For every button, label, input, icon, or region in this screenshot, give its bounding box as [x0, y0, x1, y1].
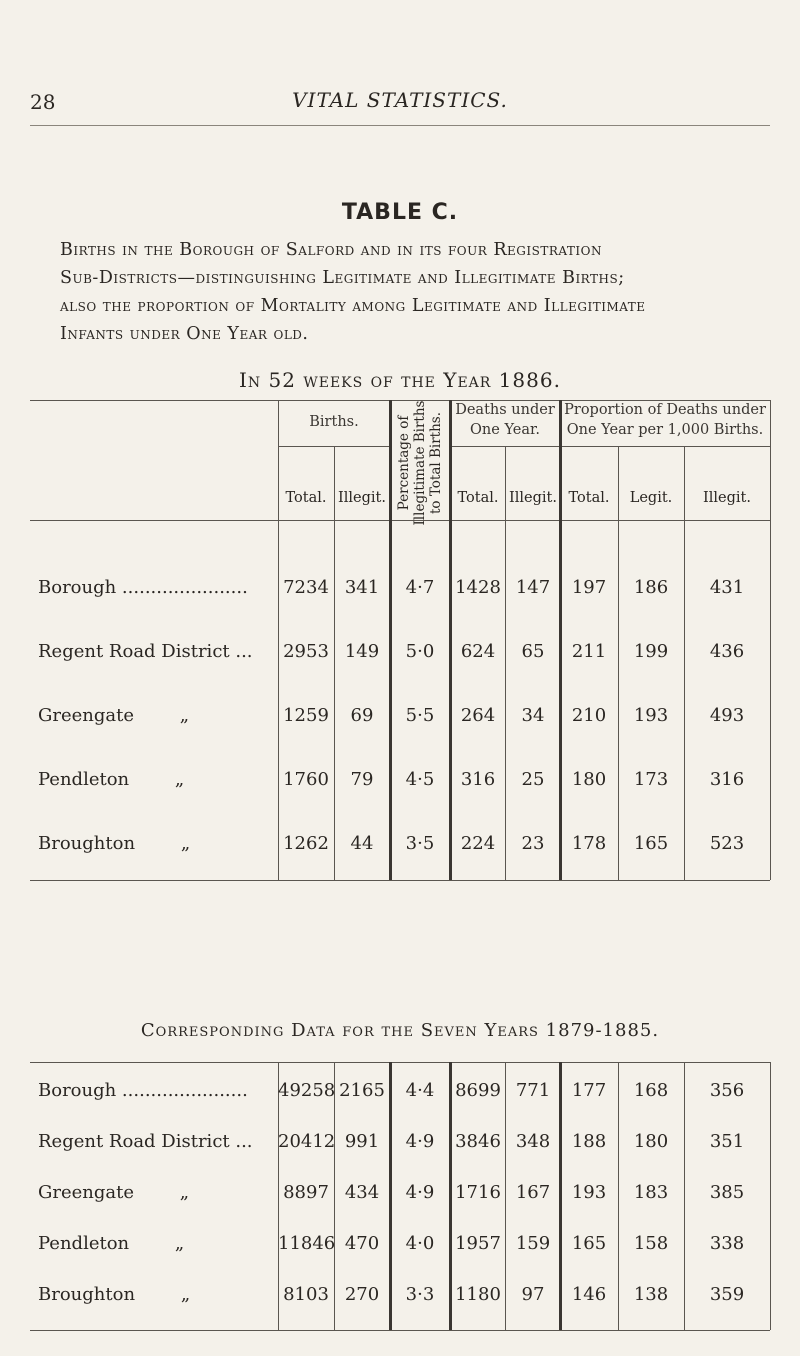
subtitle-line-4: Infants under One Year old. — [60, 324, 309, 344]
illegit-percentage: 4·9 — [405, 1182, 435, 1203]
prop-illegit: 385 — [709, 1182, 745, 1203]
deaths-illegit: 159 — [515, 1233, 551, 1254]
table-row — [30, 1233, 770, 1263]
births-illegit: 991 — [344, 1131, 380, 1152]
header-rule — [30, 125, 770, 126]
births-illegit: 470 — [344, 1233, 380, 1254]
deaths-illegit: 34 — [521, 705, 545, 726]
births-header: Births. — [309, 414, 359, 430]
district-name: Pendleton „ — [38, 1233, 185, 1254]
table-row — [30, 769, 770, 799]
deaths-header: Deaths under One Year. — [455, 402, 555, 438]
births-total: 1262 — [283, 833, 329, 854]
table-row — [30, 1182, 770, 1212]
table-row — [30, 577, 770, 607]
prop-legit: 193 — [633, 705, 669, 726]
illegit-percentage: 3·5 — [405, 833, 435, 854]
births-total: 1259 — [283, 705, 329, 726]
prop-total: 211 — [571, 641, 607, 662]
prop-legit: 199 — [633, 641, 669, 662]
district-name: Greengate „ — [38, 1182, 190, 1203]
prop-illegit: 493 — [709, 705, 745, 726]
prop-legit: 165 — [633, 833, 669, 854]
deaths-illegit: 771 — [515, 1080, 551, 1101]
table-title: TABLE C. — [341, 200, 459, 225]
prop-legit: 183 — [633, 1182, 669, 1203]
deaths-total: 3846 — [455, 1131, 501, 1152]
births-total-header: Total. — [285, 490, 327, 506]
deaths-illegit: 167 — [515, 1182, 551, 1203]
table-row — [30, 833, 770, 863]
subtitle-line-2: Sub-Districts—distinguishing Legitimate and Illegitimate Births; — [60, 268, 625, 288]
prop-illegit: 316 — [709, 769, 745, 790]
district-name: Borough ...................... — [38, 1080, 248, 1101]
illegit-percentage: 4·0 — [405, 1233, 435, 1254]
prop-illegit-header: Illegit. — [703, 490, 751, 506]
births-total: 2953 — [283, 641, 329, 662]
deaths-total: 316 — [460, 769, 496, 790]
births-illegit: 341 — [344, 577, 380, 598]
district-name: Pendleton „ — [38, 769, 185, 790]
prop-legit: 138 — [633, 1284, 669, 1305]
corresponding-heading: Corresponding Data for the Seven Years 1879-1885. — [140, 1020, 660, 1041]
prop-total: 188 — [571, 1131, 607, 1152]
prop-total: 180 — [571, 769, 607, 790]
subtitle-line-1: Births in the Borough of Salford and in its four Registration — [60, 240, 602, 260]
births-illegit: 69 — [350, 705, 374, 726]
illegit-percentage: 3·3 — [405, 1284, 435, 1305]
illegit-percentage: 4·9 — [405, 1131, 435, 1152]
deaths-total: 1716 — [455, 1182, 501, 1203]
deaths-total: 264 — [460, 705, 496, 726]
table-row — [30, 1080, 770, 1110]
deaths-illegit: 97 — [521, 1284, 545, 1305]
prop-legit-header: Legit. — [629, 490, 673, 506]
prop-total: 178 — [571, 833, 607, 854]
district-name: Borough ...................... — [38, 577, 248, 598]
deaths-total: 8699 — [455, 1080, 501, 1101]
subtitle-line-3: also the proportion of Mortality among Legitimate and Illegitimate — [60, 296, 646, 316]
births-total: 1760 — [283, 769, 329, 790]
prop-legit: 158 — [633, 1233, 669, 1254]
illegit-percentage: 4·7 — [405, 577, 435, 598]
table-bottom-rule — [30, 880, 770, 881]
district-name: Regent Road District ... — [38, 641, 253, 662]
table-row — [30, 641, 770, 671]
prop-illegit: 359 — [709, 1284, 745, 1305]
prop-total: 177 — [571, 1080, 607, 1101]
district-name: Regent Road District ... — [38, 1131, 253, 1152]
deaths-total: 1180 — [455, 1284, 501, 1305]
births-illegit: 149 — [344, 641, 380, 662]
births-illegit: 434 — [344, 1182, 380, 1203]
table-top-rule — [30, 1062, 770, 1063]
table-bottom-rule — [30, 1330, 770, 1331]
births-total: 8897 — [283, 1182, 329, 1203]
table-subtitle — [60, 236, 750, 348]
prop-legit: 186 — [633, 577, 669, 598]
prop-illegit: 523 — [709, 833, 745, 854]
illegit-percentage: 4·4 — [405, 1080, 435, 1101]
deaths-total-header: Total. — [457, 490, 499, 506]
prop-total: 165 — [571, 1233, 607, 1254]
prop-legit: 180 — [633, 1131, 669, 1152]
prop-illegit: 356 — [709, 1080, 745, 1101]
births-illegit: 79 — [350, 769, 374, 790]
proportion-subheader-rule — [560, 446, 770, 447]
births-total: 49258 — [278, 1080, 336, 1101]
illegit-percentage: 5·0 — [405, 641, 435, 662]
period-heading: In 52 weeks of the Year 1886. — [239, 368, 561, 392]
prop-illegit: 351 — [709, 1131, 745, 1152]
prop-illegit: 338 — [709, 1233, 745, 1254]
births-illegit: 2165 — [339, 1080, 385, 1101]
col-rule — [770, 400, 771, 880]
prop-illegit: 436 — [709, 641, 745, 662]
deaths-illegit: 147 — [515, 577, 551, 598]
prop-total: 197 — [571, 577, 607, 598]
births-total: 8103 — [283, 1284, 329, 1305]
deaths-total: 1428 — [455, 577, 501, 598]
prop-total-header: Total. — [568, 490, 610, 506]
table-row — [30, 1131, 770, 1161]
percentage-header: Percentage of Illegitimate Births to Total Births. — [396, 400, 444, 525]
prop-total: 193 — [571, 1182, 607, 1203]
prop-illegit: 431 — [709, 577, 745, 598]
births-illegit: 270 — [344, 1284, 380, 1305]
prop-total: 146 — [571, 1284, 607, 1305]
illegit-percentage: 5·5 — [405, 705, 435, 726]
running-head: VITAL STATISTICS. — [292, 88, 508, 112]
deaths-total: 224 — [460, 833, 496, 854]
proportion-header: Proportion of Deaths under One Year per 1,000 Births. — [564, 402, 766, 438]
deaths-illegit-header: Illegit. — [509, 490, 557, 506]
illegit-percentage: 4·5 — [405, 769, 435, 790]
deaths-illegit: 23 — [521, 833, 545, 854]
deaths-illegit: 348 — [515, 1131, 551, 1152]
deaths-total: 624 — [460, 641, 496, 662]
deaths-total: 1957 — [455, 1233, 501, 1254]
district-name: Broughton „ — [38, 1284, 191, 1305]
district-name: Greengate „ — [38, 705, 190, 726]
prop-total: 210 — [571, 705, 607, 726]
births-illegit-header: Illegit. — [338, 490, 386, 506]
col-rule — [770, 1062, 771, 1330]
page-number: 28 — [30, 90, 56, 114]
col-rule — [278, 400, 279, 880]
deaths-illegit: 65 — [521, 641, 545, 662]
births-total: 20412 — [278, 1131, 336, 1152]
births-illegit: 44 — [350, 833, 374, 854]
births-total: 7234 — [283, 577, 329, 598]
district-name: Broughton „ — [38, 833, 191, 854]
deaths-illegit: 25 — [521, 769, 545, 790]
prop-legit: 168 — [633, 1080, 669, 1101]
table-row — [30, 705, 770, 735]
prop-legit: 173 — [633, 769, 669, 790]
table-row — [30, 1284, 770, 1314]
births-total: 11846 — [278, 1233, 336, 1254]
col-rule — [559, 400, 562, 880]
